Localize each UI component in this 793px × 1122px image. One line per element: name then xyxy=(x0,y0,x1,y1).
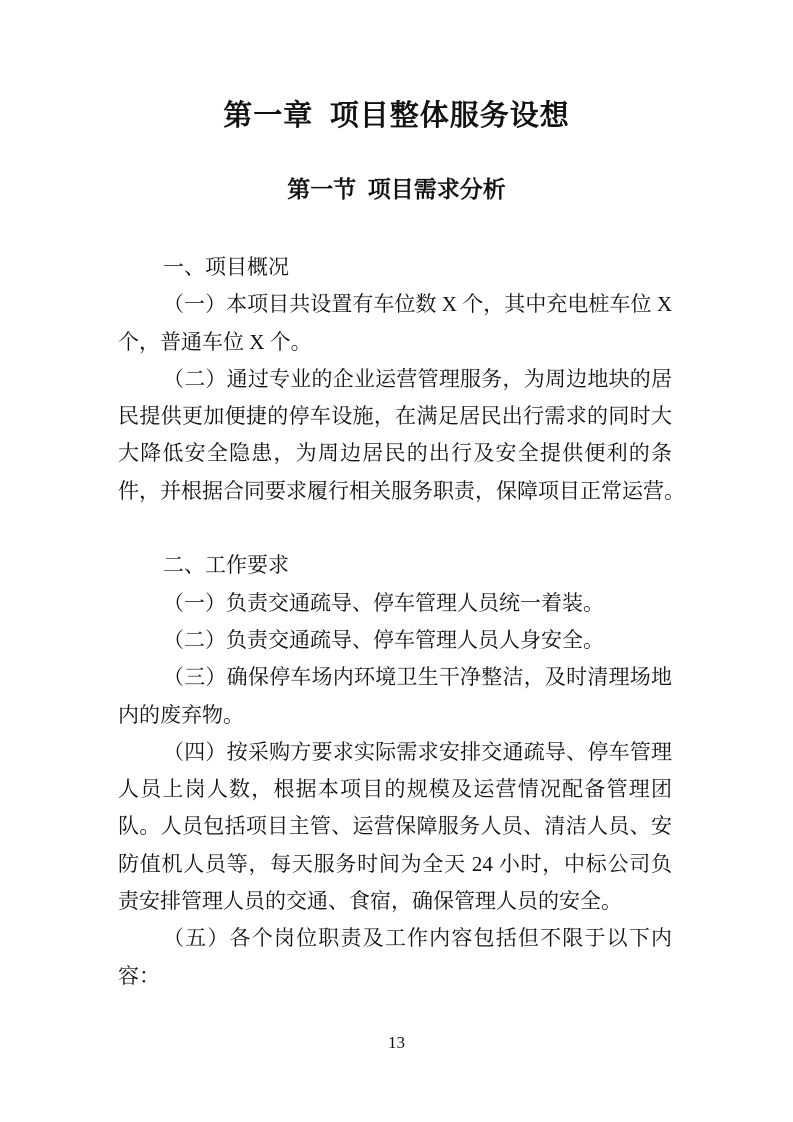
paragraph-line: （四）按采购方要求实际需求安排交通疏导、停车管理 xyxy=(163,739,672,764)
paragraph-line: 个，普通车位 X 个。 xyxy=(118,329,312,354)
page-number: 13 xyxy=(388,1033,405,1052)
paragraph-line: （二）通过专业的企业运营管理服务，为周边地块的居 xyxy=(163,366,672,391)
chapter-title: 第一章 项目整体服务设想 xyxy=(223,100,570,132)
paragraph-line: 内的废弃物。 xyxy=(118,702,244,727)
blank-line xyxy=(118,510,672,547)
paragraph-line: 民提供更加便捷的停车设施，在满足居民出行需求的同时大 xyxy=(118,404,672,429)
paragraph-line: 责安排管理人员的交通、食宿，确保管理人员的安全。 xyxy=(118,889,622,914)
paragraph-line: 容： xyxy=(118,963,160,988)
paragraph-line: （一）本项目共设置有车位数 X 个，其中充电桩车位 X xyxy=(163,292,672,317)
paragraph-line: 防值机人员等，每天服务时间为全天 24 小时，中标公司负 xyxy=(118,851,672,876)
document-body xyxy=(118,249,685,995)
paragraph-line: 件，并根据合同要求履行相关服务职责，保障项目正常运营。 xyxy=(118,478,685,503)
paragraph-line: 大降低安全隐患，为周边居民的出行及安全提供便利的条 xyxy=(118,441,672,466)
paragraph-line: （五）各个岗位职责及工作内容包括但不限于以下内 xyxy=(163,926,672,951)
paragraph-line: （二）负责交通疏导、停车管理人员人身安全。 xyxy=(163,627,604,652)
paragraph-line: （三）确保停车场内环境卫生干净整洁，及时清理场地 xyxy=(163,665,672,690)
section-title: 第一节 项目需求分析 xyxy=(287,177,506,202)
paragraph-line: 队。人员包括项目主管、运营保障服务人员、清洁人员、安 xyxy=(118,814,672,839)
paragraph-line: 人员上岗人数，根据本项目的规模及运营情况配备管理团 xyxy=(118,777,672,802)
paragraph-line: （一）负责交通疏导、停车管理人员统一着装。 xyxy=(163,590,604,615)
section-heading: 一、项目概况 xyxy=(163,255,289,279)
section-heading: 二、工作要求 xyxy=(163,553,289,578)
